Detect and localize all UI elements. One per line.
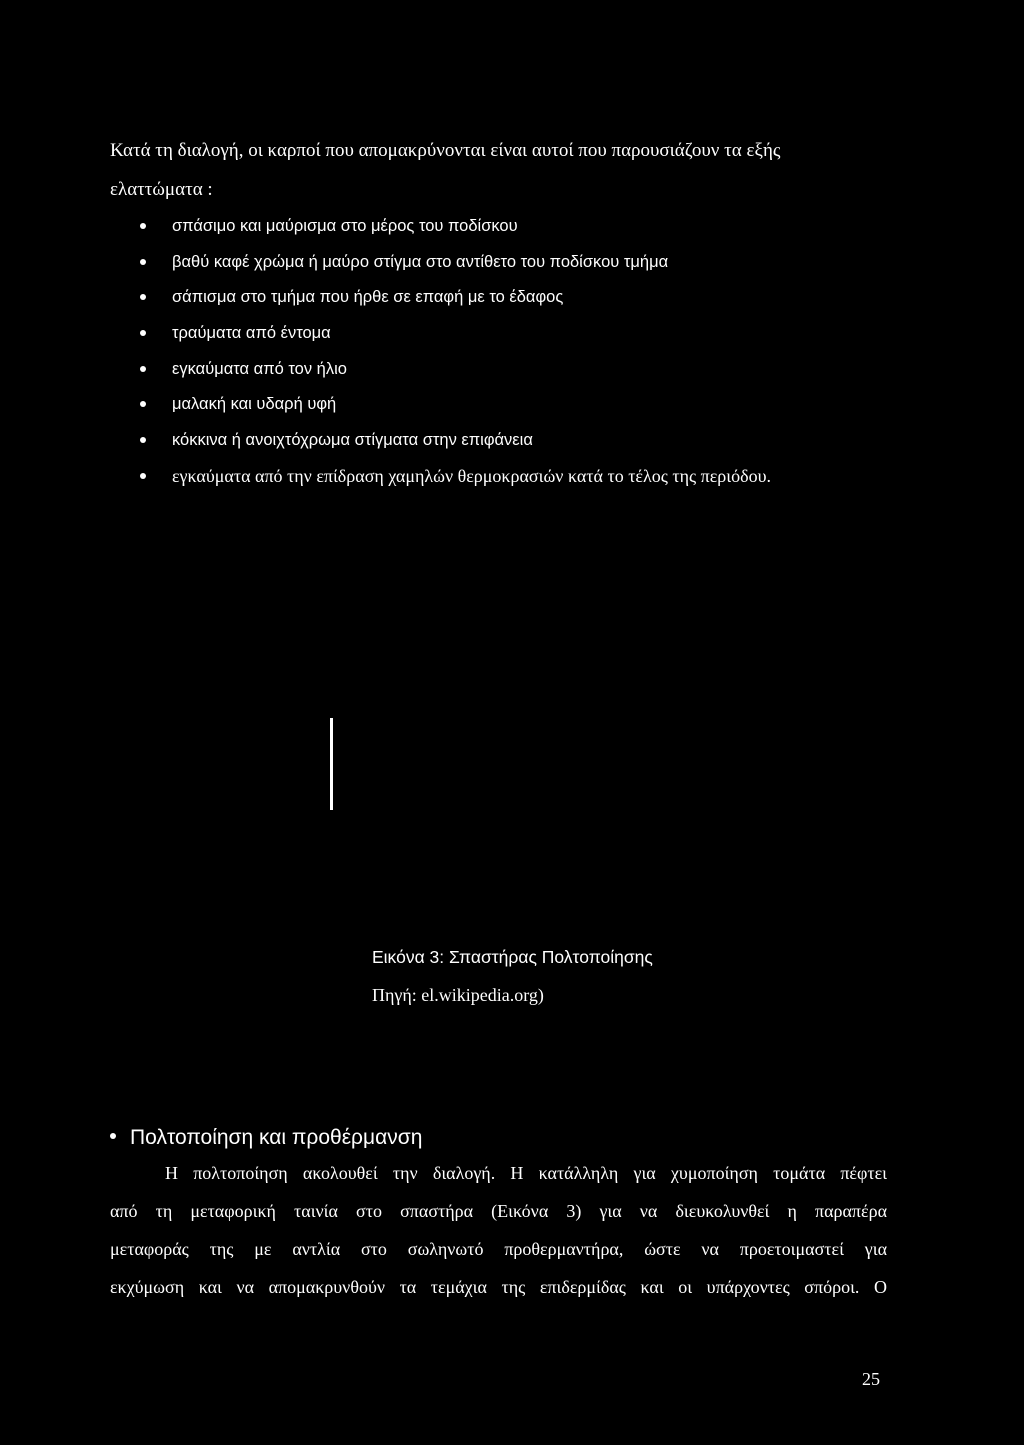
defect-item: μαλακή και υδαρή υφή [140, 391, 771, 427]
defect-item: κόκκινα ή ανοιχτόχρωμα στίγματα στην επιφάνεια [140, 427, 771, 463]
intro-line-1: Κατά τη διαλογή, οι καρποί που απομακρύνονται είναι αυτοί που παρουσιάζουν τα εξής [110, 140, 781, 161]
figure-placeholder-bar [330, 718, 333, 810]
intro-line-2: ελαττώματα : [110, 179, 213, 200]
figure-caption: Εικόνα 3: Σπαστήρας Πολτοποίησης [372, 947, 653, 967]
figure-source: Πηγή: el.wikipedia.org) [372, 985, 544, 1005]
defect-item: βαθύ καφέ χρώμα ή μαύρο στίγμα στο αντίθετο του ποδίσκου τμήμα [140, 249, 771, 285]
defect-item: σπάσιμο και μαύρισμα στο μέρος του ποδίσκου [140, 213, 771, 249]
page-number: 25 [862, 1369, 880, 1389]
defects-list [140, 213, 771, 499]
defect-item: εγκαύματα από τον ήλιο [140, 356, 771, 392]
defect-item: σάπισμα στο τμήμα που ήρθε σε επαφή με το έδαφος [140, 284, 771, 320]
paragraph-line: μεταφοράς της με αντλία στο σωληνωτό προθερμαντήρα, ώστε να προετοιμαστεί για [110, 1239, 887, 1259]
section-heading-text: Πολτοποίηση και προθέρμανση [130, 1126, 423, 1149]
paragraph-line: από τη μεταφορική ταινία στο σπαστήρα (Εικόνα 3) για να διευκολυνθεί η παραπέρα [110, 1201, 887, 1221]
paragraph-line: Η πολτοποίηση ακολουθεί την διαλογή. Η κατάλληλη για χυμοποίηση τομάτα πέφτει [165, 1163, 887, 1183]
defect-item: τραύματα από έντομα [140, 320, 771, 356]
paragraph-line: εκχύμωση και να απομακρυνθούν τα τεμάχια της επιδερμίδας και οι υπάρχοντες σπόροι. Ο [110, 1277, 887, 1297]
bullet-icon [110, 1133, 116, 1139]
section-heading [110, 1124, 422, 1152]
defect-item: εγκαύματα από την επίδραση χαμηλών θερμοκρασιών κατά το τέλος της περιόδου. [140, 463, 771, 499]
